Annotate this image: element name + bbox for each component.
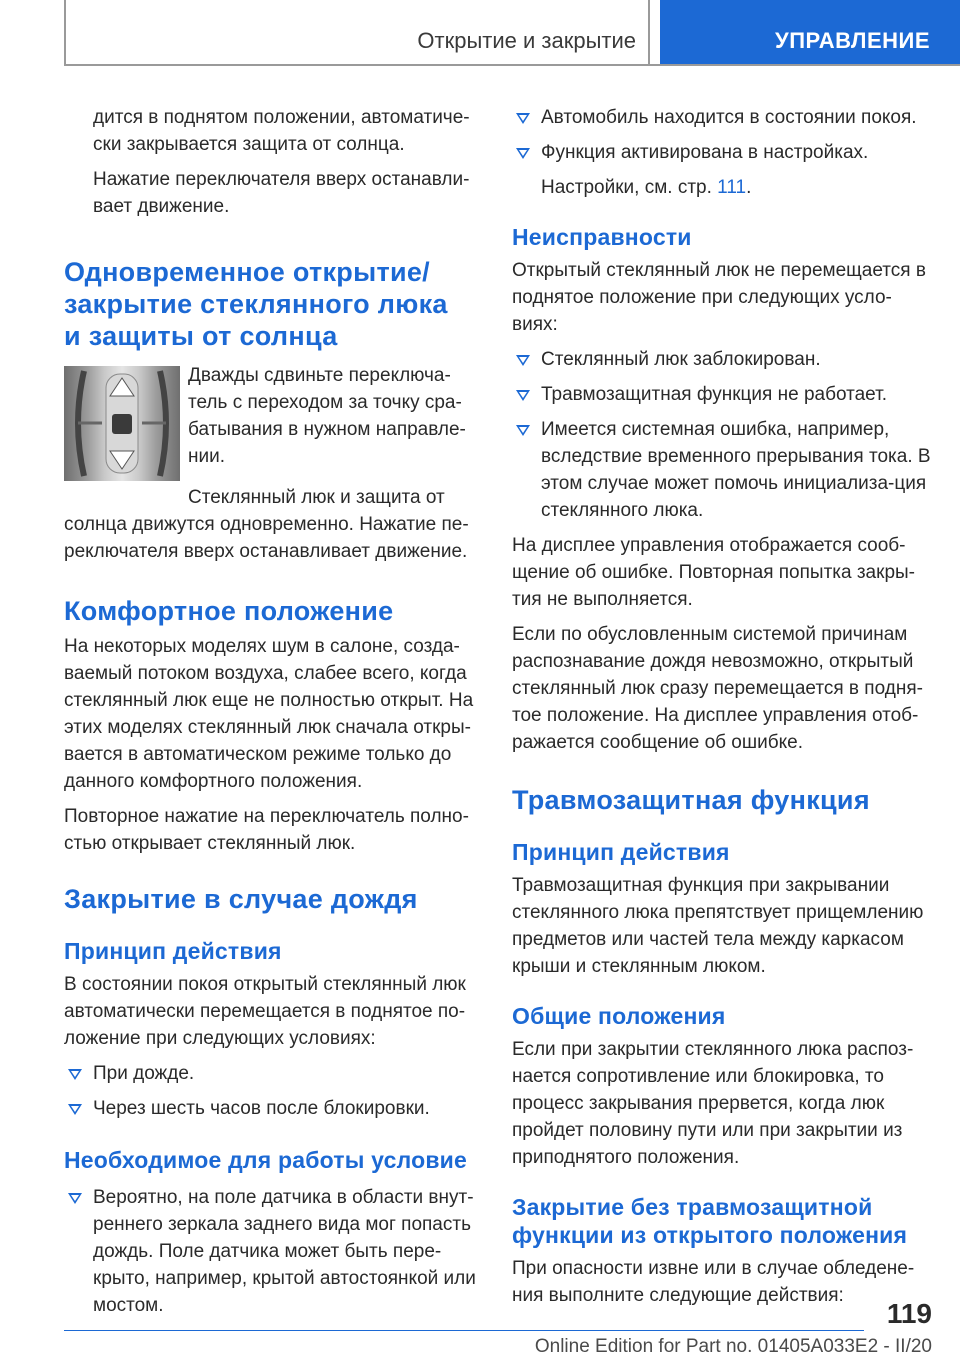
left-column	[64, 100, 478, 1319]
faults-paragraph-3: Если по обусловленным системой причинам распознавание дождя невозможно, открытый стеклянный люк сразу перемещается в подня-тое положение. На дисплее управления отоб-ражается сообщение об ошибке.	[512, 624, 923, 753]
faults-paragraph-1: Открытый стеклянный люк не перемещается в поднятое положение при следующих усло-виях:	[512, 260, 926, 335]
list-item-text: Травмозащитная функция не работает.	[541, 384, 887, 405]
list-item-text: Имеется системная ошибка, например, вследствие временного прерывания тока. В этом случае может помочь инициализа-ция стеклянного люка.	[541, 419, 931, 521]
switch-figure-row	[64, 362, 478, 480]
required-list	[64, 1184, 478, 1319]
heading-comfort: Комфортное положение	[64, 596, 394, 626]
section-title: Открытие и закрытие	[417, 28, 636, 53]
right-column	[512, 100, 932, 1309]
triangle-bullet-icon	[516, 113, 530, 124]
list-item	[512, 346, 932, 373]
simultaneous-paragraph-1: Дважды сдвиньте переключа-тель с переходом за точку сра-батывания в нужном направле-нии.	[188, 365, 466, 467]
list-item	[64, 1095, 478, 1122]
heading-rain: Закрытие в случае дождя	[64, 884, 418, 914]
footer-rule	[64, 1330, 864, 1331]
list-item	[64, 1184, 478, 1319]
triangle-bullet-icon	[516, 148, 530, 159]
faults-list	[512, 346, 932, 524]
settings-reference	[512, 174, 932, 201]
heading-simultaneous: Одновременное открытие/закрытие стеклянного люка и защиты от солнца	[64, 257, 448, 351]
simultaneous-paragraph-2b: солнца движутся одновременно. Нажатие пе-реключателя вверх останавливает движение.	[64, 514, 469, 562]
comfort-paragraph-2: Повторное нажатие на переключатель полно-стью открывает стеклянный люк.	[64, 806, 469, 854]
triangle-bullet-icon	[516, 355, 530, 366]
triangle-bullet-icon	[516, 425, 530, 436]
list-item-text: Через шесть часов после блокировки.	[93, 1098, 430, 1119]
triangle-bullet-icon	[68, 1069, 82, 1080]
list-item-text: При дожде.	[93, 1063, 195, 1084]
header-rule	[64, 64, 960, 66]
list-item-text: Функция активирована в настройках.	[541, 142, 869, 163]
heading-antitrap: Травмозащитная функция	[512, 785, 870, 815]
page-link[interactable]: 111	[717, 177, 747, 198]
settings-suffix: .	[746, 177, 752, 198]
header-divider	[648, 0, 650, 66]
general-paragraph-1: Если при закрытии стеклянного люка распоз-нается сопротивление или блокировка, то процесс закрывания прервется, когда люк пройдет половину пути или при закрытии из приподнятого положения.	[512, 1039, 914, 1168]
list-item	[512, 139, 932, 166]
intro-paragraph-1: дится в поднятом положении, автоматиче-ски закрывается защита от солнца.	[93, 107, 470, 155]
rain-paragraph-1: В состоянии покоя открытый стеклянный люк автоматически перемещается в поднятое по-ложение при следующих условиях:	[64, 974, 466, 1049]
heading-required: Необходимое для работы условие	[64, 1147, 468, 1173]
faults-paragraph-2: На дисплее управления отображается сооб-щение об ошибке. Повторная попытка закры-тия не выполняется.	[512, 535, 915, 610]
rain-conditions-list	[64, 1060, 478, 1122]
edition-text: Online Edition for Part no. 01405A033E2 - II/20	[534, 1336, 932, 1357]
heading-antitrap-principle: Принцип действия	[512, 839, 730, 865]
list-item	[512, 381, 932, 408]
page-number: 119	[886, 1298, 932, 1329]
heading-general: Общие положения	[512, 1003, 726, 1029]
required-list-continued	[512, 104, 932, 166]
chapter-tab-label: УПРАВЛЕНИЕ	[775, 28, 930, 53]
triangle-bullet-icon	[516, 390, 530, 401]
close-paragraph-1: При опасности извне или в случае обледене-ния выполните следующие действия:	[512, 1258, 915, 1306]
list-item	[512, 104, 932, 131]
list-item	[64, 1060, 478, 1087]
roof-switch-image	[64, 366, 180, 481]
list-item-text: Автомобиль находится в состоянии покоя.	[541, 107, 917, 128]
triangle-bullet-icon	[68, 1193, 82, 1204]
list-item	[512, 416, 932, 524]
switch-center-icon	[112, 414, 132, 434]
heading-close-without-antitrap: Закрытие без травмозащитной функции из открытого положения	[512, 1194, 908, 1248]
roof-switch-icon	[64, 366, 180, 481]
switch-instruction	[188, 362, 478, 470]
heading-faults: Неисправности	[512, 224, 692, 250]
simultaneous-paragraph-2a: Стеклянный люк и защита от	[188, 487, 445, 508]
heading-rain-principle: Принцип действия	[64, 938, 282, 964]
antitrap-paragraph-1: Травмозащитная функция при закрывании стеклянного люка препятствует прищемлению предметов или частей тела между каркасом крыши и стеклянным люком.	[512, 875, 924, 977]
triangle-bullet-icon	[68, 1104, 82, 1115]
list-item-text: Вероятно, на поле датчика в области внут-реннего зеркала заднего вида мог попасть дождь. Поле датчика может быть пере-крыто, например, крытой автостоянкой или мостом.	[93, 1187, 476, 1316]
comfort-paragraph-1: На некоторых моделях шум в салоне, созда-ваемый потоком воздуха, слабее всего, когда стеклянный люк еще не полностью открыт. На этих моделях стеклянный люк сначала откры-вается в автоматическом режиме только до данного комфортного положения.	[64, 636, 474, 792]
settings-prefix: Настройки, см. стр.	[541, 177, 712, 198]
intro-paragraph-2: Нажатие переключателя вверх останавли-вает движение.	[93, 169, 470, 217]
list-item-text: Стеклянный люк заблокирован.	[541, 349, 821, 370]
